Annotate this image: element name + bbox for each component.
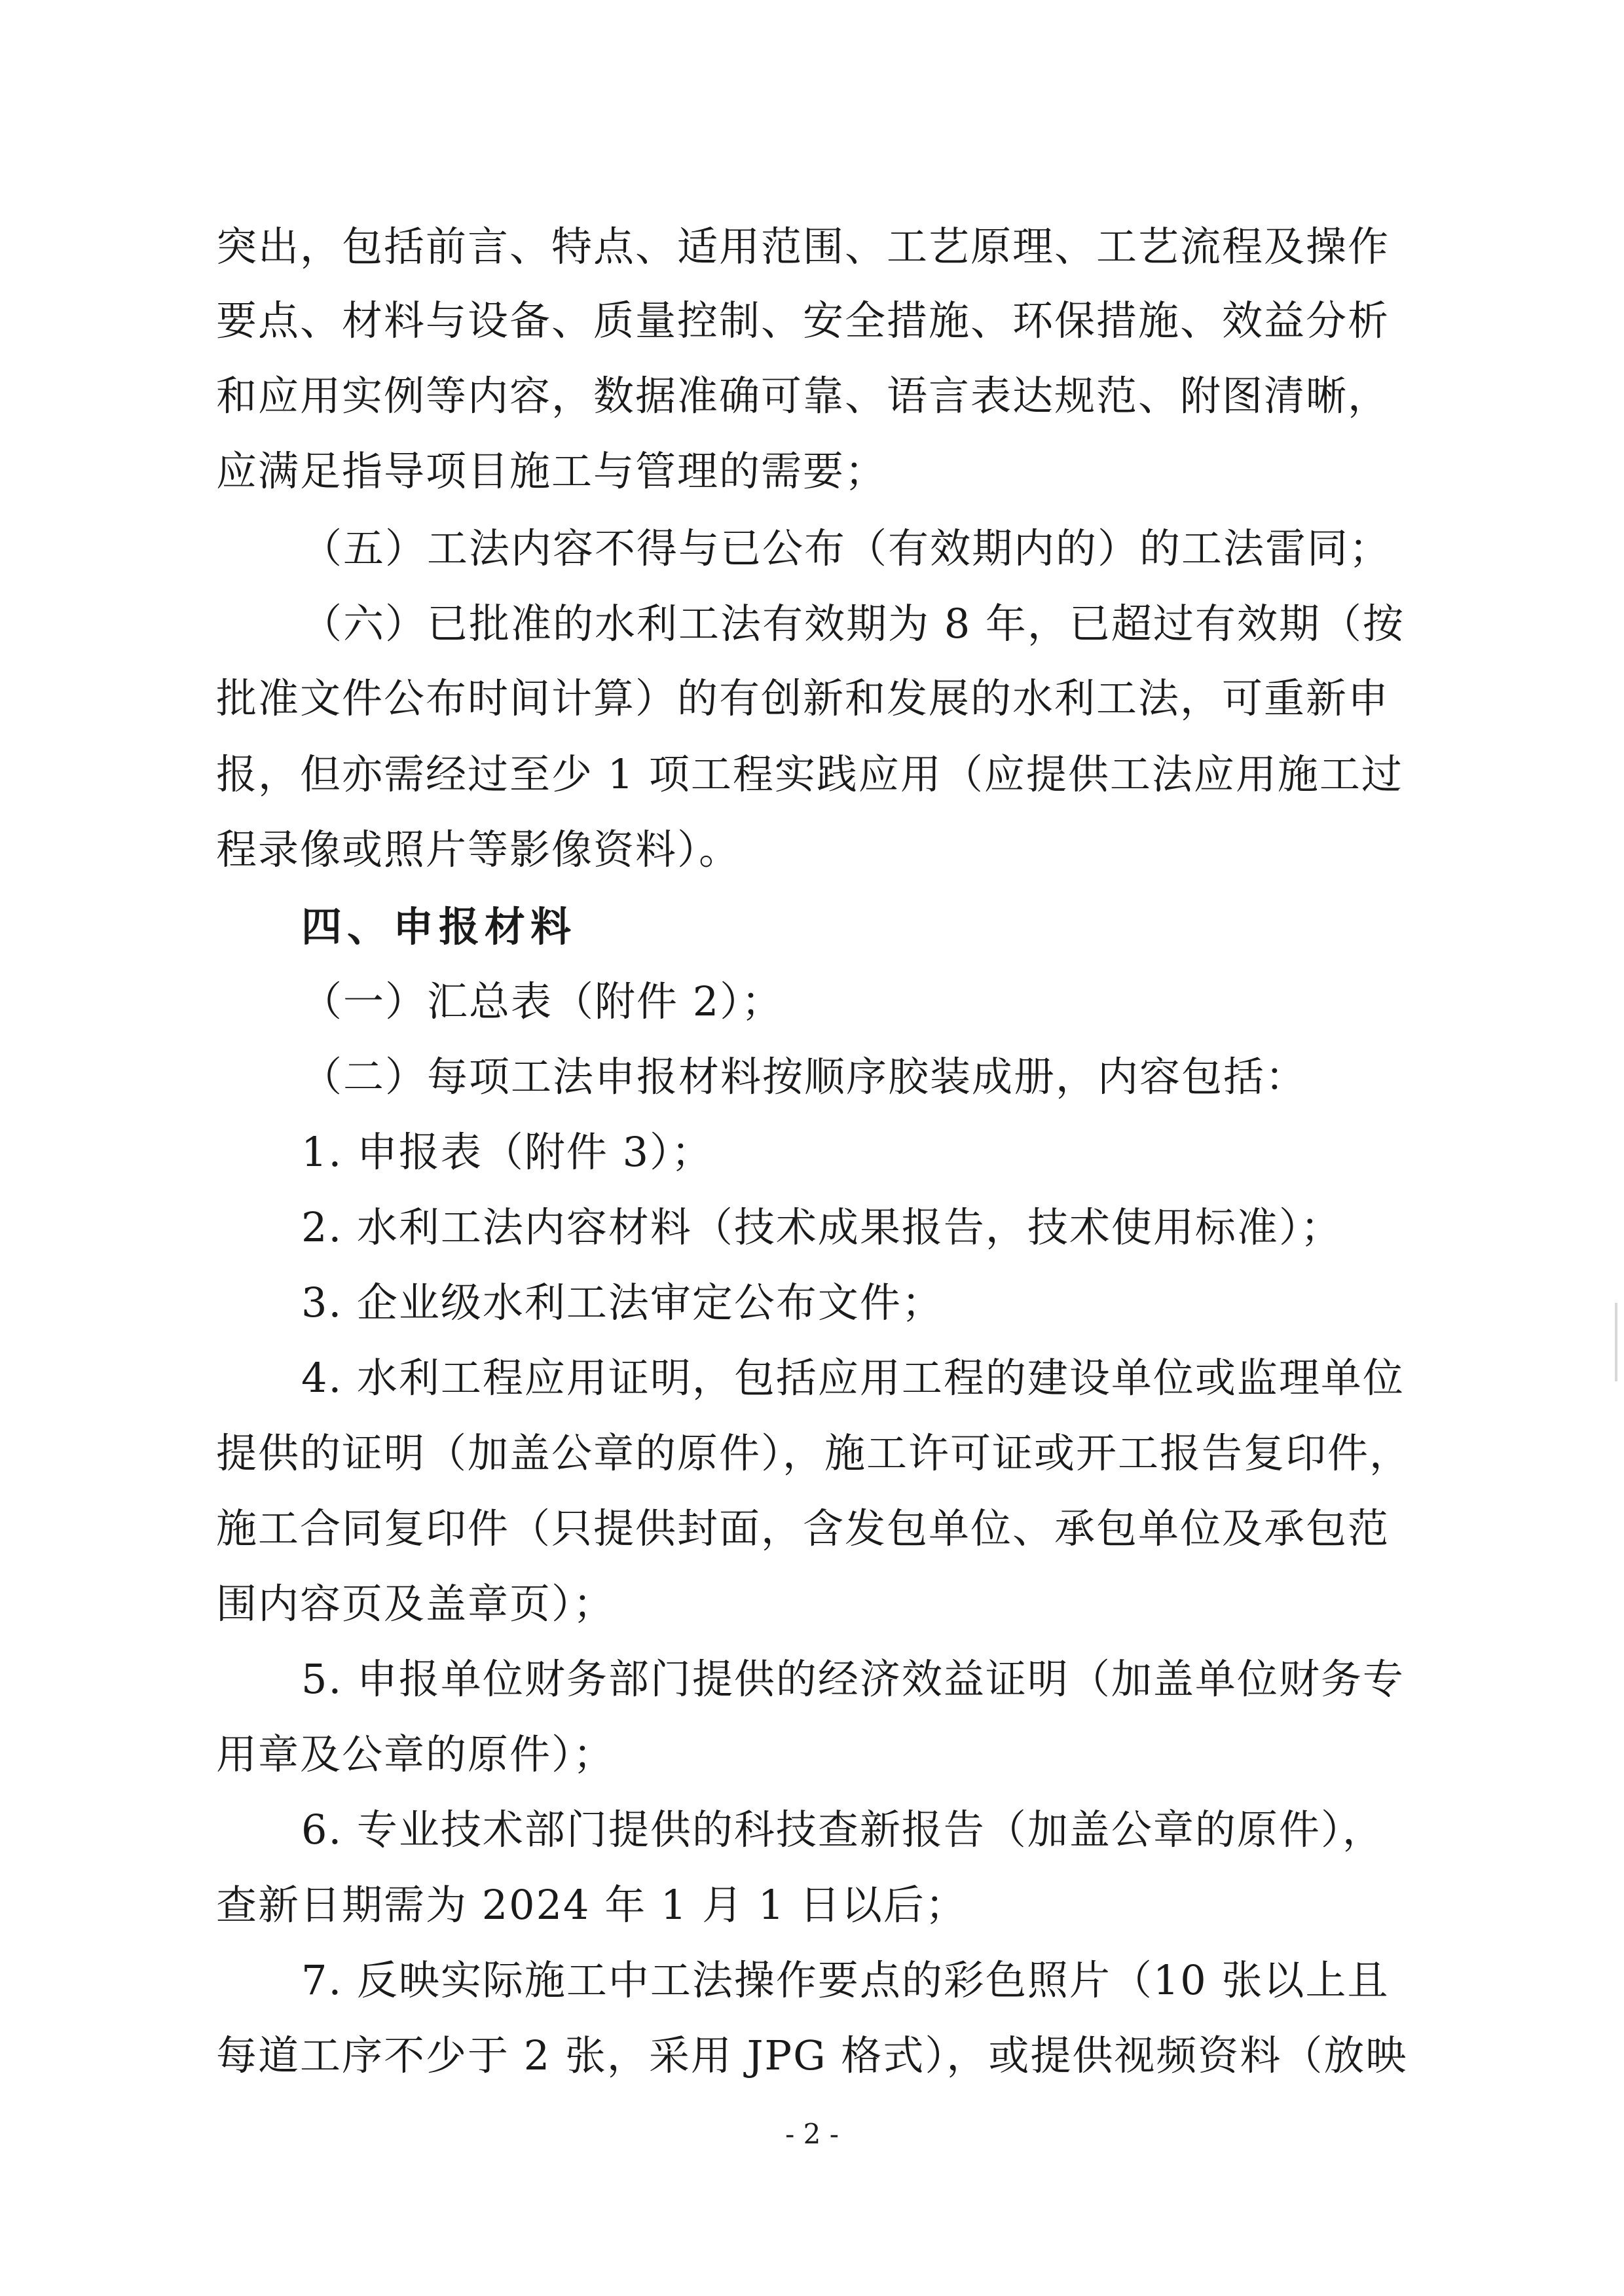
body-text-line: 程录像或照片等影像资料）。 <box>216 826 741 873</box>
body-text-line: （一）汇总表（附件 2）； <box>301 977 784 1025</box>
body-text-line: （二）每项工法申报材料按顺序胶装成册，内容包括： <box>301 1053 1308 1101</box>
list-item: 3. 企业级水利工法审定公布文件； <box>301 1279 944 1326</box>
list-item: 2. 水利工法内容材料（技术成果报告，技术使用标准）； <box>301 1203 1342 1251</box>
body-text-line: 查新日期需为 2024 年 1 月 1 日以后； <box>216 1881 967 1929</box>
body-text-line: 应满足指导项目施工与管理的需要； <box>216 447 887 495</box>
list-item: 7. 反映实际施工中工法操作要点的彩色照片（10 张以上且 <box>301 1956 1390 2004</box>
body-text-line: 用章及公章的原件）； <box>216 1730 616 1778</box>
list-item: 1. 申报表（附件 3）； <box>301 1128 714 1176</box>
body-text-line: 批准文件公布时间计算）的有创新和发展的水利工法，可重新申 <box>216 674 1390 722</box>
body-text-line: （六）已批准的水利工法有效期为 8 年，已超过有效期（按 <box>301 600 1405 647</box>
list-item: 4. 水利工程应用证明，包括应用工程的建设单位或监理单位 <box>301 1354 1405 1402</box>
body-text-line: 围内容页及盖章页）； <box>216 1580 616 1628</box>
body-text-line: 和应用实例等内容，数据准确可靠、语言表达规范、附图清晰， <box>216 372 1390 420</box>
list-item: 5. 申报单位财务部门提供的经济效益证明（加盖单位财务专 <box>301 1655 1405 1703</box>
body-text-line: 突出，包括前言、特点、适用范围、工艺原理、工艺流程及操作 <box>216 223 1390 270</box>
body-text-line: 每道工序不少于 2 张，采用 JPG 格式），或提供视频资料（放映 <box>216 2032 1408 2079</box>
body-text-line: 施工合同复印件（只提供封面，含发包单位、承包单位及承包范 <box>216 1504 1390 1552</box>
body-text-line: 提供的证明（加盖公章的原件），施工许可证或开工报告复印件， <box>216 1429 1412 1477</box>
list-item: 6. 专业技术部门提供的科技查新报告（加盖公章的原件）， <box>301 1806 1384 1853</box>
section-heading: 四、申报材料 <box>301 903 577 951</box>
scan-edge-mark <box>1615 1303 1617 1381</box>
body-text-line: （五）工法内容不得与已公布（有效期内的）的工法雷同； <box>301 524 1392 572</box>
page-number: - 2 - <box>785 2118 839 2150</box>
body-text-line: 报，但亦需经过至少 1 项工程实践应用（应提供工法应用施工过 <box>216 750 1403 798</box>
body-text-line: 要点、材料与设备、质量控制、安全措施、环保措施、效益分析 <box>216 297 1390 344</box>
